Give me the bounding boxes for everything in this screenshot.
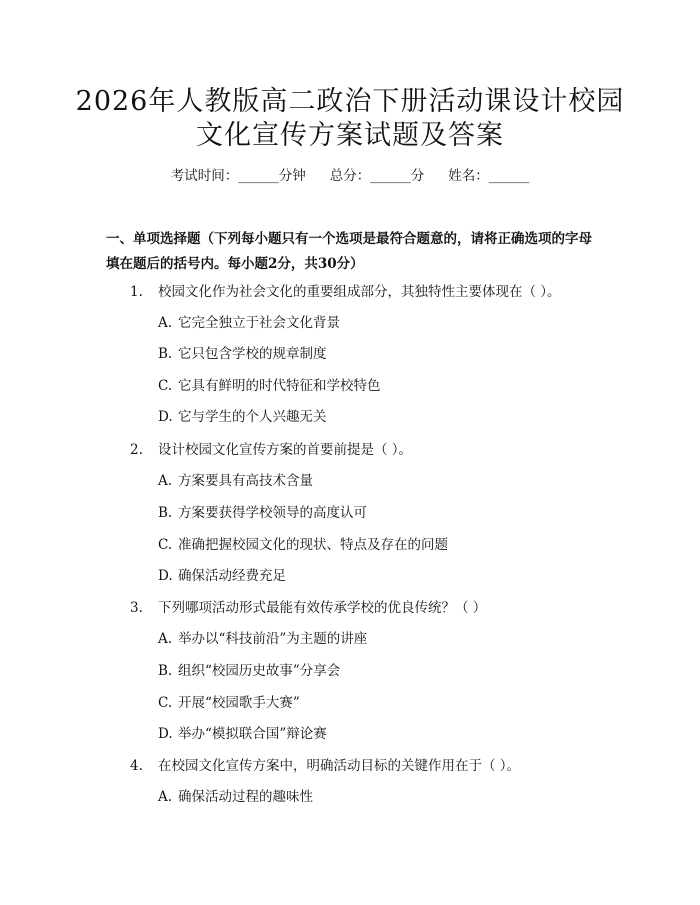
answer-option	[158, 407, 598, 427]
option-text: 它具有鲜明的时代特征和学校特色	[178, 378, 381, 394]
answer-option	[158, 693, 598, 713]
answer-option	[158, 471, 598, 491]
answer-option	[158, 503, 598, 523]
question-number: 1.	[130, 284, 143, 300]
question	[130, 756, 610, 776]
student-name-label: 姓名：______	[448, 168, 530, 184]
exam-time-label: 考试时间：______分钟	[170, 168, 306, 184]
option-text: 它只包含学校的规章制度	[178, 346, 327, 362]
option-letter: A.	[158, 789, 173, 805]
total-score-label: 总分：______分	[329, 168, 425, 184]
option-text: 组织“校园历史故事”分享会	[178, 663, 341, 679]
answer-option	[158, 787, 598, 807]
answer-option	[158, 535, 598, 555]
option-letter: D.	[158, 726, 173, 742]
option-letter: C.	[158, 695, 173, 711]
question	[130, 440, 610, 460]
answer-option	[158, 313, 598, 333]
question-number: 3.	[130, 600, 143, 616]
option-letter: A.	[158, 631, 173, 647]
exam-meta	[0, 166, 700, 186]
answer-option	[158, 724, 598, 744]
option-letter: A.	[158, 315, 173, 331]
question-number: 4.	[130, 758, 143, 774]
option-text: 确保活动过程的趣味性	[178, 789, 313, 805]
option-text: 它完全独立于社会文化背景	[178, 315, 340, 331]
answer-option	[158, 376, 598, 396]
option-text: 举办“模拟联合国”辩论赛	[178, 726, 327, 742]
option-letter: B.	[158, 663, 173, 679]
document-title-line-2: 文化宣传方案试题及答案	[196, 120, 504, 151]
question	[130, 282, 610, 302]
option-text: 方案要具有高技术含量	[178, 473, 313, 489]
question-text: 校园文化作为社会文化的重要组成部分，其独特性主要体现在（ ）。	[158, 284, 561, 300]
option-text: 确保活动经费充足	[178, 568, 286, 584]
option-letter: A.	[158, 473, 173, 489]
option-letter: C.	[158, 378, 173, 394]
option-text: 准确把握校园文化的现状、特点及存在的问题	[178, 537, 448, 553]
answer-option	[158, 566, 598, 586]
option-letter: D.	[158, 409, 173, 425]
section-heading: 一、单项选择题（下列每小题只有一个选项是最符合题意的，请将正确选项的字母填在题后的括号内。每小题2分，共30分）	[106, 231, 592, 272]
question-number: 2.	[130, 442, 143, 458]
option-letter: C.	[158, 537, 173, 553]
answer-option	[158, 344, 598, 364]
question-text: 下列哪项活动形式最能有效传承学校的优良传统？（ ）	[158, 600, 487, 616]
option-text: 开展“校园歌手大赛”	[178, 695, 300, 711]
option-text: 它与学生的个人兴趣无关	[178, 409, 327, 425]
answer-option	[158, 629, 598, 649]
option-letter: B.	[158, 505, 173, 521]
option-text: 举办以“科技前沿”为主题的讲座	[178, 631, 368, 647]
document-title-line-1: 2026年人教版高二政治下册活动课设计校园	[75, 86, 625, 117]
option-letter: D.	[158, 568, 173, 584]
question-text: 设计校园文化宣传方案的首要前提是（ ）。	[158, 442, 413, 458]
answer-option	[158, 661, 598, 681]
option-text: 方案要获得学校领导的高度认可	[178, 505, 367, 521]
question-text: 在校园文化宣传方案中，明确活动目标的关键作用在于（ ）。	[158, 758, 521, 774]
option-letter: B.	[158, 346, 173, 362]
question	[130, 598, 610, 618]
